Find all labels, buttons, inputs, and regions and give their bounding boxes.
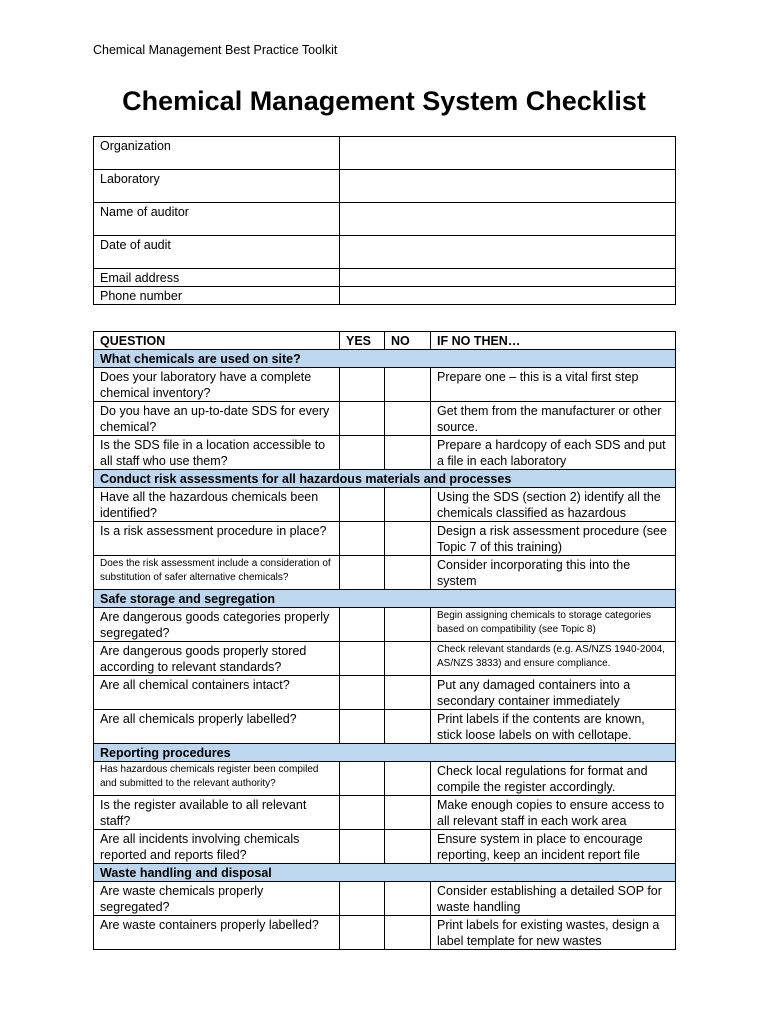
yes-checkbox-cell[interactable] bbox=[340, 710, 385, 744]
action-cell: Design a risk assessment procedure (see Topic 7 of this training) bbox=[431, 522, 676, 556]
column-header-yes: YES bbox=[340, 332, 385, 350]
section-title: Reporting procedures bbox=[94, 744, 676, 762]
info-value-field[interactable] bbox=[340, 203, 676, 236]
no-checkbox-cell[interactable] bbox=[385, 796, 431, 830]
no-checkbox-cell[interactable] bbox=[385, 402, 431, 436]
info-row bbox=[94, 137, 676, 170]
question-cell: Is the SDS file in a location accessible to all staff who use them? bbox=[94, 436, 340, 470]
checklist-row bbox=[94, 830, 676, 864]
action-cell: Consider establishing a detailed SOP for waste handling bbox=[431, 882, 676, 916]
checklist-row bbox=[94, 488, 676, 522]
question-cell: Are all chemicals properly labelled? bbox=[94, 710, 340, 744]
no-checkbox-cell[interactable] bbox=[385, 710, 431, 744]
action-cell: Begin assigning chemicals to storage categories based on compatibility (see Topic 8) bbox=[431, 608, 676, 642]
action-cell: Print labels if the contents are known, stick loose labels on with cellotape. bbox=[431, 710, 676, 744]
question-cell: Does your laboratory have a complete chemical inventory? bbox=[94, 368, 340, 402]
info-value-field[interactable] bbox=[340, 269, 676, 287]
checklist-row bbox=[94, 522, 676, 556]
column-header-no: NO bbox=[385, 332, 431, 350]
question-cell: Are all incidents involving chemicals reported and reports filed? bbox=[94, 830, 340, 864]
info-value-field[interactable] bbox=[340, 170, 676, 203]
checklist-row bbox=[94, 882, 676, 916]
page-header-note: Chemical Management Best Practice Toolkit bbox=[93, 43, 338, 57]
section-title: Conduct risk assessments for all hazardous materials and processes bbox=[94, 470, 676, 488]
section-header-row bbox=[94, 744, 676, 762]
yes-checkbox-cell[interactable] bbox=[340, 556, 385, 590]
no-checkbox-cell[interactable] bbox=[385, 608, 431, 642]
yes-checkbox-cell[interactable] bbox=[340, 368, 385, 402]
info-row bbox=[94, 269, 676, 287]
yes-checkbox-cell[interactable] bbox=[340, 436, 385, 470]
checklist-table bbox=[93, 331, 676, 950]
info-label: Laboratory bbox=[94, 170, 340, 203]
no-checkbox-cell[interactable] bbox=[385, 642, 431, 676]
no-checkbox-cell[interactable] bbox=[385, 830, 431, 864]
action-cell: Print labels for existing wastes, design a label template for new wastes bbox=[431, 916, 676, 950]
info-value-field[interactable] bbox=[340, 137, 676, 170]
yes-checkbox-cell[interactable] bbox=[340, 676, 385, 710]
action-cell: Consider incorporating this into the system bbox=[431, 556, 676, 590]
yes-checkbox-cell[interactable] bbox=[340, 830, 385, 864]
question-cell: Is a risk assessment procedure in place? bbox=[94, 522, 340, 556]
info-value-field[interactable] bbox=[340, 287, 676, 305]
column-header-question: QUESTION bbox=[94, 332, 340, 350]
checklist-row bbox=[94, 916, 676, 950]
no-checkbox-cell[interactable] bbox=[385, 368, 431, 402]
question-cell: Have all the hazardous chemicals been identified? bbox=[94, 488, 340, 522]
checklist-row bbox=[94, 796, 676, 830]
action-cell: Prepare one – this is a vital first step bbox=[431, 368, 676, 402]
no-checkbox-cell[interactable] bbox=[385, 522, 431, 556]
no-checkbox-cell[interactable] bbox=[385, 916, 431, 950]
audit-info-table bbox=[93, 136, 676, 305]
no-checkbox-cell[interactable] bbox=[385, 676, 431, 710]
no-checkbox-cell[interactable] bbox=[385, 488, 431, 522]
checklist-row bbox=[94, 368, 676, 402]
info-row bbox=[94, 287, 676, 305]
action-cell: Get them from the manufacturer or other source. bbox=[431, 402, 676, 436]
no-checkbox-cell[interactable] bbox=[385, 436, 431, 470]
section-header-row bbox=[94, 350, 676, 368]
question-cell: Do you have an up-to-date SDS for every chemical? bbox=[94, 402, 340, 436]
question-cell: Are dangerous goods properly stored according to relevant standards? bbox=[94, 642, 340, 676]
question-cell: Has hazardous chemicals register been compiled and submitted to the relevant authority? bbox=[94, 762, 340, 796]
section-title: What chemicals are used on site? bbox=[94, 350, 676, 368]
info-label: Organization bbox=[94, 137, 340, 170]
question-cell: Are waste containers properly labelled? bbox=[94, 916, 340, 950]
checklist-row bbox=[94, 436, 676, 470]
question-cell: Are all chemical containers intact? bbox=[94, 676, 340, 710]
info-row bbox=[94, 203, 676, 236]
checklist-row bbox=[94, 402, 676, 436]
checklist-row bbox=[94, 710, 676, 744]
checklist-row bbox=[94, 556, 676, 590]
info-row bbox=[94, 236, 676, 269]
checklist-row bbox=[94, 676, 676, 710]
no-checkbox-cell[interactable] bbox=[385, 762, 431, 796]
question-cell: Does the risk assessment include a consideration of substitution of safer alternative chemicals? bbox=[94, 556, 340, 590]
yes-checkbox-cell[interactable] bbox=[340, 642, 385, 676]
action-cell: Make enough copies to ensure access to all relevant staff in each work area bbox=[431, 796, 676, 830]
no-checkbox-cell[interactable] bbox=[385, 556, 431, 590]
info-label: Phone number bbox=[94, 287, 340, 305]
info-row bbox=[94, 170, 676, 203]
question-cell: Is the register available to all relevant staff? bbox=[94, 796, 340, 830]
action-cell: Using the SDS (section 2) identify all the chemicals classified as hazardous bbox=[431, 488, 676, 522]
action-cell: Put any damaged containers into a secondary container immediately bbox=[431, 676, 676, 710]
info-label: Date of audit bbox=[94, 236, 340, 269]
question-cell: Are waste chemicals properly segregated? bbox=[94, 882, 340, 916]
checklist-row bbox=[94, 642, 676, 676]
checklist-row bbox=[94, 762, 676, 796]
section-header-row bbox=[94, 864, 676, 882]
yes-checkbox-cell[interactable] bbox=[340, 882, 385, 916]
yes-checkbox-cell[interactable] bbox=[340, 796, 385, 830]
section-header-row bbox=[94, 590, 676, 608]
action-cell: Check local regulations for format and compile the register accordingly. bbox=[431, 762, 676, 796]
checklist-header-row bbox=[94, 332, 676, 350]
column-header-if-no-then: IF NO THEN… bbox=[431, 332, 676, 350]
yes-checkbox-cell[interactable] bbox=[340, 608, 385, 642]
yes-checkbox-cell[interactable] bbox=[340, 522, 385, 556]
no-checkbox-cell[interactable] bbox=[385, 882, 431, 916]
section-header-row bbox=[94, 470, 676, 488]
yes-checkbox-cell[interactable] bbox=[340, 762, 385, 796]
info-label: Name of auditor bbox=[94, 203, 340, 236]
yes-checkbox-cell[interactable] bbox=[340, 488, 385, 522]
action-cell: Ensure system in place to encourage reporting, keep an incident report file bbox=[431, 830, 676, 864]
yes-checkbox-cell[interactable] bbox=[340, 402, 385, 436]
question-cell: Are dangerous goods categories properly segregated? bbox=[94, 608, 340, 642]
info-label: Email address bbox=[94, 269, 340, 287]
section-title: Waste handling and disposal bbox=[94, 864, 676, 882]
yes-checkbox-cell[interactable] bbox=[340, 916, 385, 950]
info-value-field[interactable] bbox=[340, 236, 676, 269]
action-cell: Prepare a hardcopy of each SDS and put a file in each laboratory bbox=[431, 436, 676, 470]
page-title: Chemical Management System Checklist bbox=[122, 86, 646, 116]
section-title: Safe storage and segregation bbox=[94, 590, 676, 608]
checklist-row bbox=[94, 608, 676, 642]
action-cell: Check relevant standards (e.g. AS/NZS 1940-2004, AS/NZS 3833) and ensure compliance. bbox=[431, 642, 676, 676]
